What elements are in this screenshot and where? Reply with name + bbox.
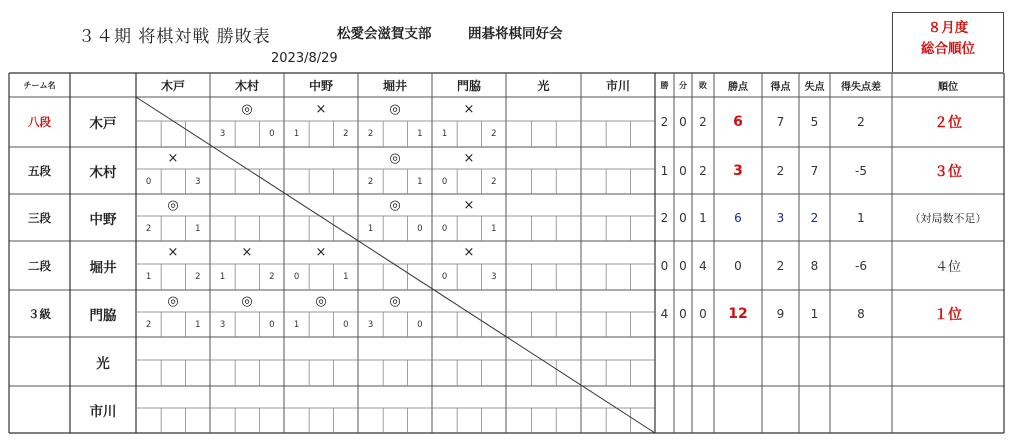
game-score bbox=[309, 264, 333, 290]
win-mark: ◎ bbox=[241, 101, 253, 117]
game-score: 0 bbox=[441, 272, 448, 282]
stat-失点: 7 bbox=[810, 163, 819, 178]
stat-敗: 2 bbox=[699, 163, 707, 178]
team-name-header: チーム名 bbox=[23, 80, 56, 90]
stat-得点 bbox=[762, 386, 799, 433]
stat-勝点: 3 bbox=[733, 162, 743, 179]
standing-position: １位 bbox=[934, 306, 962, 323]
player-rank: 五段 bbox=[28, 163, 51, 178]
stat-得失点差: 2 bbox=[857, 115, 865, 129]
win-mark: ◎ bbox=[167, 197, 179, 213]
stat-得点 bbox=[762, 337, 799, 386]
player-name: 光 bbox=[96, 355, 110, 372]
organization-name: 松愛会滋賀支部 bbox=[337, 26, 432, 42]
stat-得失点差: 8 bbox=[857, 306, 865, 321]
player-rank: 八段 bbox=[28, 115, 51, 129]
column-header-3: 中野 bbox=[308, 78, 333, 93]
player-name: 木村 bbox=[89, 164, 117, 181]
stat-敗: 1 bbox=[699, 210, 707, 225]
game-score: 2 bbox=[367, 129, 374, 139]
game-score bbox=[457, 169, 481, 194]
column-header-6: 光 bbox=[537, 78, 550, 93]
loss-mark: × bbox=[463, 245, 475, 260]
game-score: 1 bbox=[417, 176, 423, 187]
stat-勝点: 6 bbox=[733, 114, 743, 130]
loss-mark: × bbox=[167, 245, 179, 260]
game-score bbox=[457, 121, 481, 147]
loss-mark: × bbox=[315, 245, 327, 260]
win-mark: ◎ bbox=[241, 293, 253, 309]
stat-敗 bbox=[692, 337, 714, 386]
stat-得失点差: -5 bbox=[855, 163, 867, 178]
stat-敗: 2 bbox=[699, 115, 707, 129]
game-score: 1 bbox=[293, 319, 300, 330]
player-name: 木戸 bbox=[89, 116, 117, 132]
column-header-7: 市川 bbox=[605, 78, 630, 93]
game-score: 0 bbox=[269, 319, 275, 330]
stat-勝: 2 bbox=[660, 210, 669, 225]
stat-分: 0 bbox=[679, 258, 687, 273]
win-mark: ◎ bbox=[389, 197, 401, 213]
standing-position: ２位 bbox=[934, 115, 962, 131]
player-rank: 二段 bbox=[28, 258, 51, 273]
game-score: 1 bbox=[441, 129, 448, 139]
game-score bbox=[457, 264, 481, 290]
stat-分 bbox=[674, 337, 692, 386]
stat-得失点差 bbox=[830, 386, 892, 433]
game-score: 3 bbox=[219, 319, 226, 330]
stat-勝点 bbox=[714, 337, 762, 386]
stat-得点: 3 bbox=[776, 210, 785, 225]
page-title: ３４期 将棋対戦 勝敗表 bbox=[78, 27, 271, 47]
stat-header-3: 敗 bbox=[699, 80, 707, 90]
game-score: 2 bbox=[367, 176, 374, 187]
game-score: 2 bbox=[343, 129, 349, 139]
stat-分: 0 bbox=[679, 210, 687, 225]
club-name: 囲碁将棋同好会 bbox=[468, 26, 563, 42]
stat-分: 0 bbox=[679, 163, 687, 178]
game-score: 1 bbox=[293, 129, 300, 139]
game-score: 1 bbox=[195, 319, 201, 330]
game-score bbox=[235, 312, 259, 337]
column-header-4: 堀井 bbox=[382, 78, 407, 93]
stat-失点: 2 bbox=[810, 210, 819, 225]
game-score bbox=[383, 312, 407, 337]
win-mark: ◎ bbox=[315, 293, 327, 309]
game-score: 1 bbox=[417, 129, 423, 139]
player-rank bbox=[9, 337, 70, 386]
standing-position: ４位 bbox=[934, 260, 961, 275]
stat-失点: 1 bbox=[810, 306, 819, 321]
column-header-2: 木村 bbox=[234, 78, 259, 93]
standing-position bbox=[892, 386, 1004, 433]
stat-分: 0 bbox=[679, 306, 687, 321]
stat-header-2: 分 bbox=[679, 80, 687, 90]
game-score: 0 bbox=[145, 176, 152, 187]
game-score: 0 bbox=[417, 223, 423, 234]
stat-失点 bbox=[799, 386, 830, 433]
stat-得失点差 bbox=[830, 337, 892, 386]
game-score: 3 bbox=[195, 176, 201, 187]
win-mark: ◎ bbox=[167, 293, 179, 309]
loss-mark: × bbox=[463, 150, 475, 166]
stat-得点: 2 bbox=[776, 163, 785, 178]
game-score: 3 bbox=[491, 272, 497, 282]
player-rank: ３級 bbox=[28, 306, 51, 321]
player-name: 門脇 bbox=[89, 307, 117, 324]
game-score: 2 bbox=[145, 223, 152, 234]
loss-mark: × bbox=[315, 101, 327, 117]
stat-header-6: 失点 bbox=[804, 81, 825, 93]
game-score bbox=[161, 312, 185, 337]
loss-mark: × bbox=[241, 245, 253, 260]
stat-header-5: 得点 bbox=[770, 81, 791, 93]
game-score: 1 bbox=[145, 272, 152, 282]
game-score: 1 bbox=[195, 223, 201, 234]
player-name: 堀井 bbox=[89, 259, 117, 276]
player-name: 中野 bbox=[89, 211, 117, 228]
game-score: 2 bbox=[491, 129, 497, 139]
game-score bbox=[235, 121, 259, 147]
column-header-1: 木戸 bbox=[160, 78, 185, 93]
win-mark: ◎ bbox=[389, 293, 401, 309]
stat-勝点: 12 bbox=[728, 305, 748, 322]
match-date: 2023/8/29 bbox=[271, 51, 338, 66]
stat-得点: 9 bbox=[776, 306, 785, 321]
player-name: 市川 bbox=[89, 403, 117, 420]
game-score bbox=[309, 121, 333, 147]
game-score bbox=[161, 264, 185, 290]
game-score: 2 bbox=[269, 272, 275, 282]
stat-得失点差: 1 bbox=[857, 210, 865, 225]
standing-position: （対局数不足） bbox=[909, 211, 987, 225]
stat-header-4: 勝点 bbox=[728, 81, 748, 93]
game-score bbox=[383, 216, 407, 241]
game-score bbox=[309, 312, 333, 337]
stat-勝: 1 bbox=[660, 163, 669, 178]
game-score: 3 bbox=[219, 129, 226, 139]
game-score: 0 bbox=[417, 319, 423, 330]
stat-失点: 8 bbox=[810, 258, 819, 273]
stat-分 bbox=[674, 386, 692, 433]
loss-mark: × bbox=[167, 150, 179, 166]
game-score bbox=[235, 264, 259, 290]
win-mark: ◎ bbox=[389, 101, 401, 117]
stat-得点: 2 bbox=[776, 258, 785, 273]
stat-勝点: 6 bbox=[734, 210, 742, 225]
game-score: 3 bbox=[367, 319, 374, 330]
player-rank bbox=[9, 386, 70, 433]
game-score: 0 bbox=[441, 223, 448, 234]
stat-敗: 4 bbox=[699, 258, 707, 273]
stat-敗 bbox=[692, 386, 714, 433]
rank-box-month: ８月度 bbox=[927, 20, 969, 36]
stat-header-7: 得失点差 bbox=[841, 81, 881, 93]
game-score: 0 bbox=[343, 319, 349, 330]
stat-分: 0 bbox=[679, 115, 687, 129]
game-score: 0 bbox=[269, 129, 275, 139]
stat-失点 bbox=[799, 337, 830, 386]
rank-box-label: 総合順位 bbox=[921, 41, 975, 57]
game-score bbox=[383, 121, 407, 147]
loss-mark: × bbox=[463, 101, 475, 117]
loss-mark: × bbox=[463, 197, 475, 213]
player-rank: 三段 bbox=[28, 210, 51, 225]
game-score: 1 bbox=[219, 272, 226, 282]
column-header-5: 門脇 bbox=[456, 78, 481, 93]
stat-勝点 bbox=[714, 386, 762, 433]
game-score bbox=[457, 216, 481, 241]
standing-position bbox=[892, 337, 1004, 386]
win-mark: ◎ bbox=[389, 150, 401, 166]
standing-position: ３位 bbox=[934, 163, 962, 180]
stat-勝 bbox=[655, 337, 674, 386]
stat-header-8: 順位 bbox=[938, 81, 958, 93]
stat-勝: 2 bbox=[660, 115, 669, 129]
game-score bbox=[161, 216, 185, 241]
game-score: 1 bbox=[343, 272, 349, 282]
game-score: 2 bbox=[491, 176, 497, 187]
stat-勝: 4 bbox=[660, 306, 669, 321]
game-score: 2 bbox=[195, 272, 201, 282]
stat-勝 bbox=[655, 386, 674, 433]
stat-敗: 0 bbox=[699, 306, 707, 321]
game-score: 1 bbox=[367, 223, 374, 234]
game-score: 1 bbox=[491, 223, 497, 234]
stat-得点: 7 bbox=[776, 115, 785, 129]
game-score: 0 bbox=[293, 272, 300, 282]
stat-失点: 5 bbox=[810, 115, 819, 129]
stat-header-1: 勝 bbox=[660, 80, 669, 90]
stat-勝: 0 bbox=[660, 258, 669, 273]
stat-得失点差: -6 bbox=[855, 258, 867, 273]
game-score bbox=[383, 169, 407, 194]
game-score bbox=[161, 169, 185, 194]
stat-勝点: 0 bbox=[734, 258, 742, 273]
game-score: 0 bbox=[441, 176, 448, 187]
game-score: 2 bbox=[145, 319, 152, 330]
